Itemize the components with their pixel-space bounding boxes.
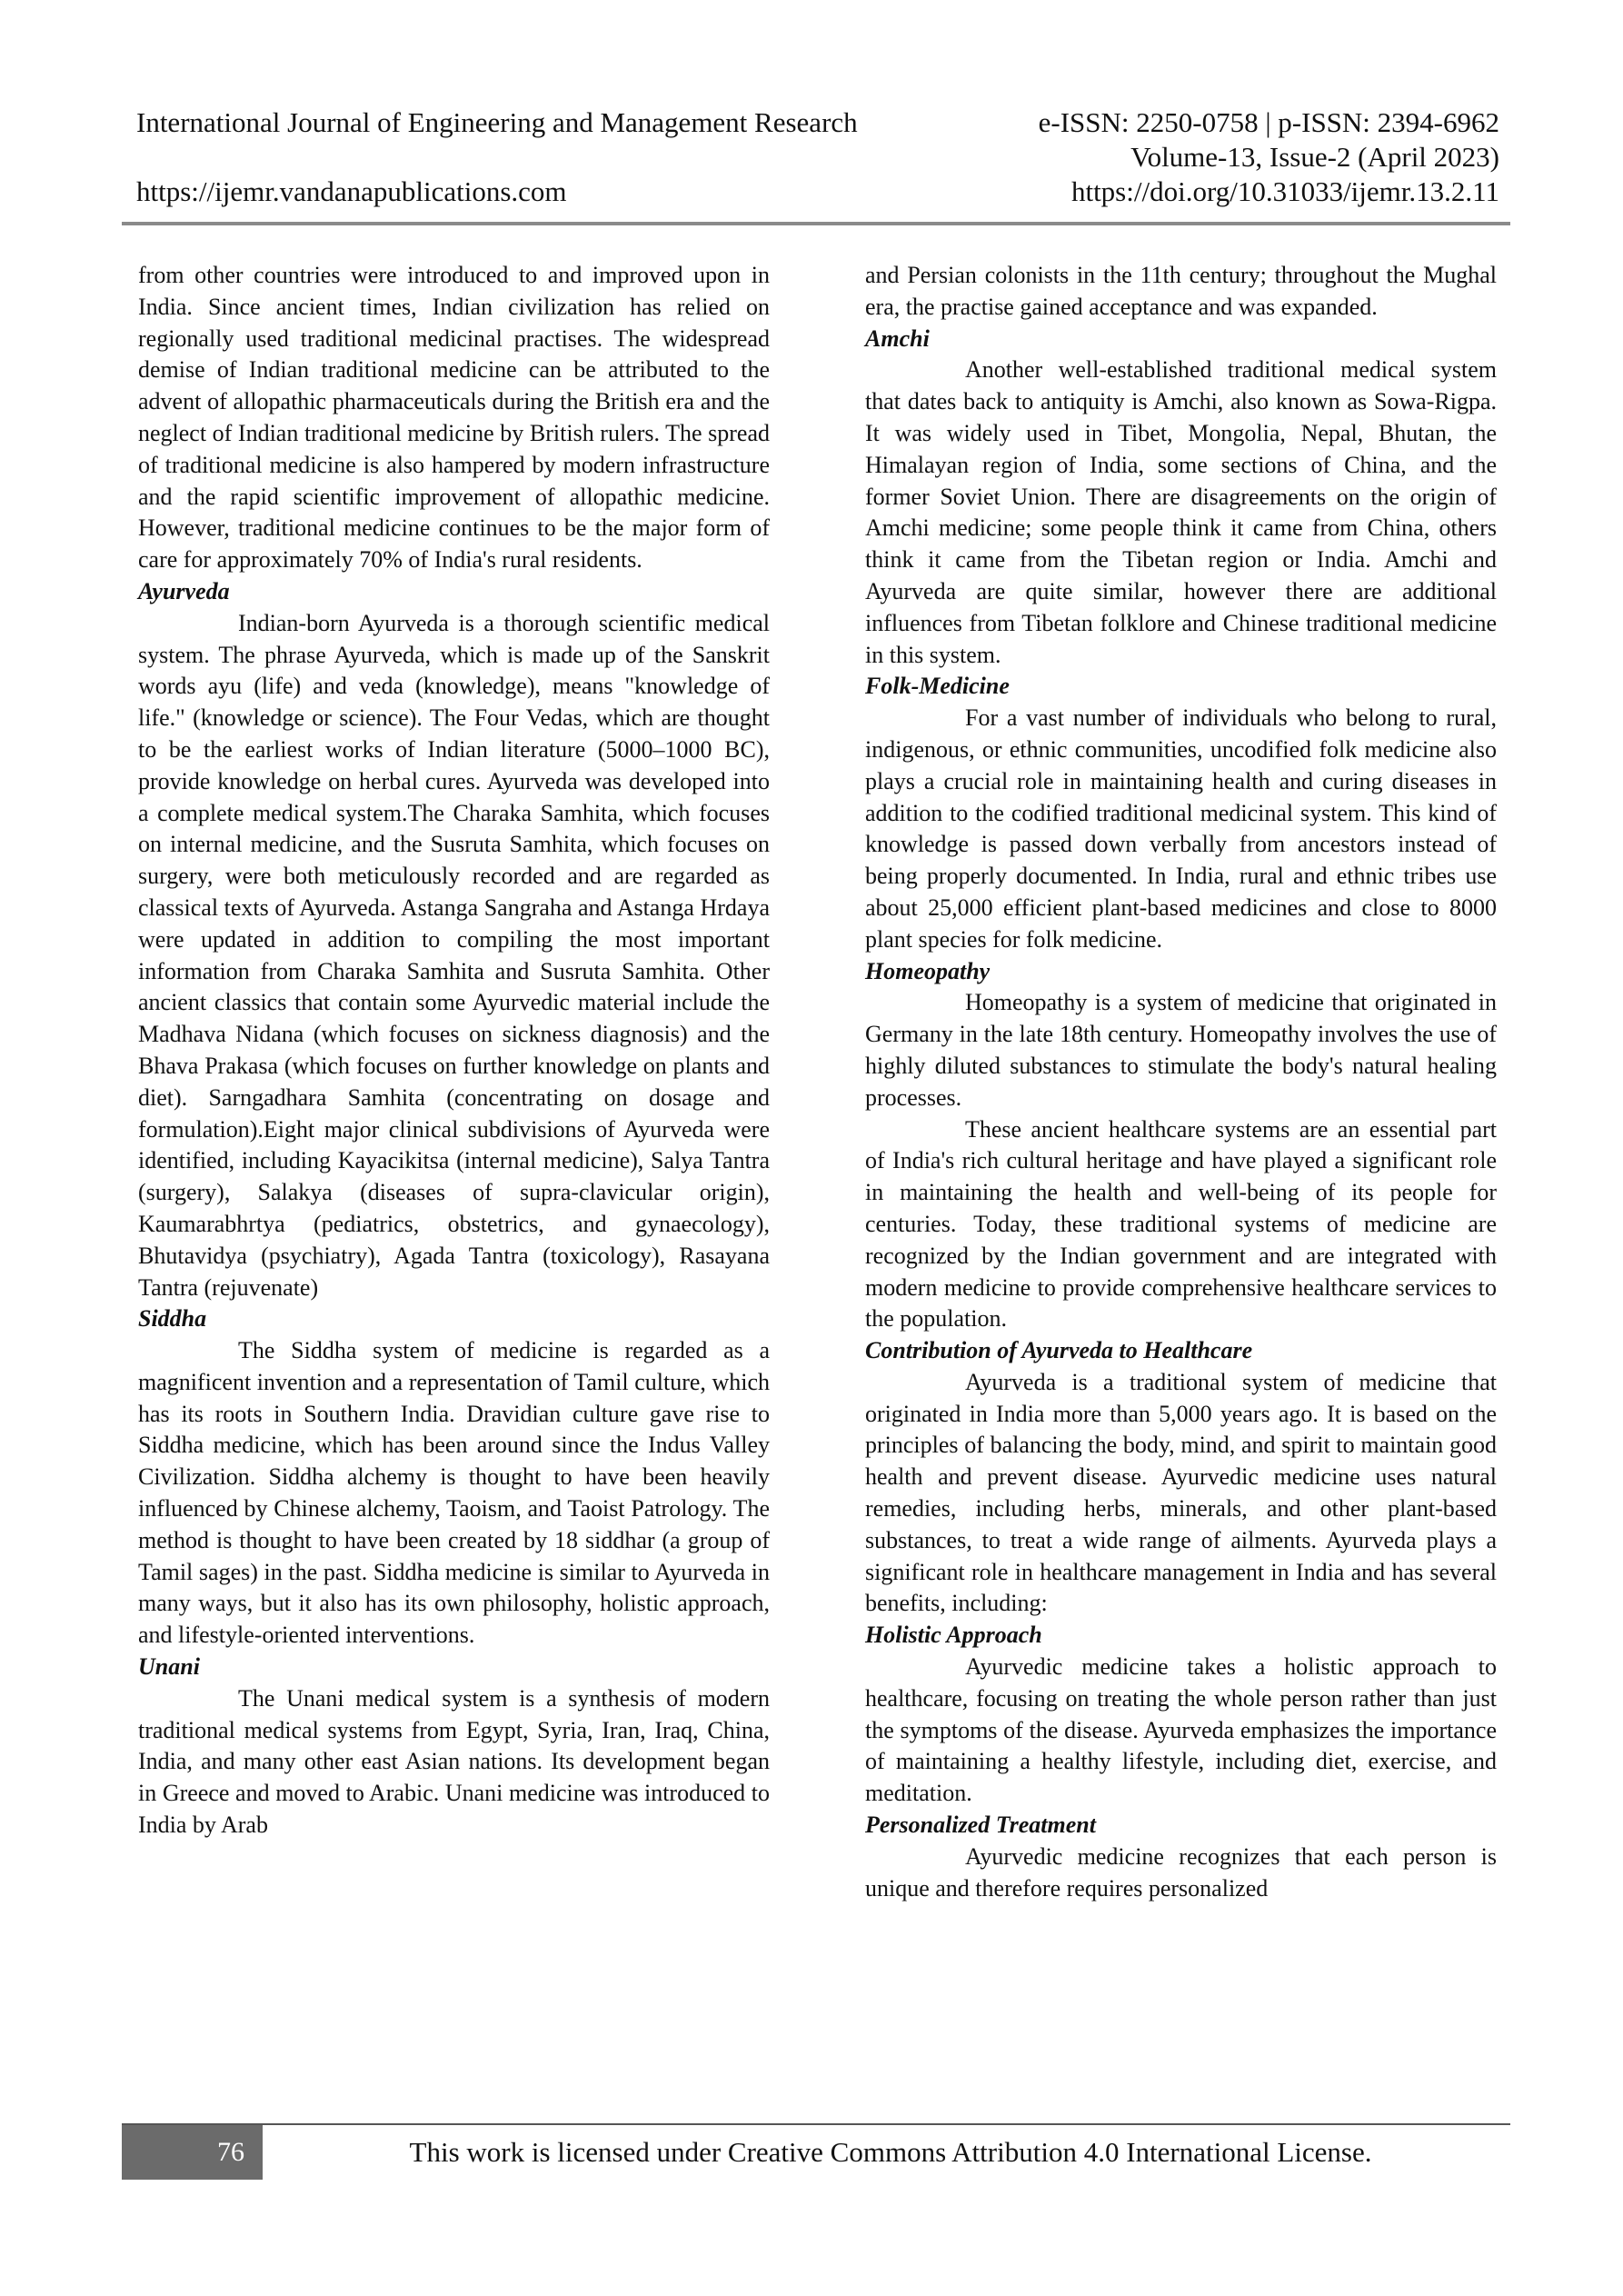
paragraph-holistic-approach: Ayurvedic medicine takes a holistic approach to healthcare, focusing on treating the whole person rather than just the symptoms of the disease. Ayurveda emphasizes the importance of maintaining a healthy lifestyle, including diet, exercise, and meditation.	[865, 1653, 1497, 1807]
paragraph-folk-medicine: For a vast number of individuals who belong to rural, indigenous, or ethnic communities, uncodified folk medicine also plays a crucial role in maintaining health and curing diseases in addition to the codified traditional medicinal system. This kind of knowledge is passed down verbally from ancestors instead of being properly documented. In India, rural and ethnic tribes use about 25,000 efficient plant-based medicines and close to 8000 plant species for folk medicine.	[865, 704, 1497, 953]
heading-contribution: Contribution of Ayurveda to Healthcare	[865, 1337, 1253, 1364]
paragraph-ayurveda: Indian-born Ayurveda is a thorough scientific medical system. The phrase Ayurveda, which is made up of the Sanskrit words ayu (life) and veda (knowledge), means "knowledge of life." (knowledge or science). The Four Vedas, which are thought to be the earliest works of Indian literature (5000–1000 BC), provide knowledge on herbal cures. Ayurveda was developed into a complete medical system.The Charaka Samhita, which focuses on internal medicine, and the Susruta Samhita, which focuses on surgery, were both meticulously recorded and are regarded as classical texts of Ayurveda. Astanga Sangraha and Astanga Hrdaya were updated in addition to compiling the most important information from Charaka Samhita and Susruta Samhita. Other ancient classics that contain some Ayurvedic material include the Madhava Nidana (which focuses on sickness diagnosis) and the Bhava Prakasa (which focuses on further knowledge on plants and diet). Sarngadhara Samhita (concentrating on dosage and formulation).Eight major clinical subdivisions of Ayurveda were identified, including Kayacikitsa (internal medicine), Salya Tantra (surgery), Salakya (diseases of supra-clavicular origin), Kaumarabhrtya (pediatrics, obstetrics, and gynaecology), Bhutavidya (psychiatry), Agada Tantra (toxicology), Rasayana Tantra (rejuvenate)	[138, 609, 770, 1301]
page-number: 76	[122, 2125, 263, 2180]
heading-folk-medicine: Folk-Medicine	[865, 673, 1010, 700]
heading-ayurveda: Ayurveda	[138, 577, 230, 604]
right-column	[865, 260, 1497, 1904]
header-divider	[122, 222, 1510, 225]
paragraph-homeopathy: Homeopathy is a system of medicine that originated in Germany in the late 18th century. Homeopathy involves the use of highly diluted substances to stimulate the body's natural healing processes.	[865, 989, 1497, 1111]
page-header	[136, 105, 1499, 209]
issn-info: e-ISSN: 2250-0758 | p-ISSN: 2394-6962	[1038, 106, 1499, 138]
paragraph-intro: from other countries were introduced to and improved upon in India. Since ancient times, Indian civilization has relied on regionally used traditional medicinal practises. The widespread demise of Indian traditional medicine can be attributed to the advent of allopathic pharmaceuticals during the British era and the neglect of Indian traditional medicine by British rulers. The spread of traditional medicine is also hampered by modern infrastructure and the rapid scientific improvement of allopathic medicine. However, traditional medicine continues to be the major form of care for approximately 70% of India's rural residents.	[138, 262, 770, 574]
paragraph-siddha: The Siddha system of medicine is regarded as a magnificent invention and a representation of Tamil culture, which has its roots in Southern India. Dravidian culture gave rise to Siddha medicine, which has been around since the Indus Valley Civilization. Siddha alchemy is thought to have been heavily influenced by Chinese alchemy, Taoism, and Taoist Patrology. The method is thought to have been created by 18 siddhar (a group of Tamil sages) in the past. Siddha medicine is similar to Ayurveda in many ways, but it also has its own philosophy, holistic approach, and lifestyle-oriented interventions.	[138, 1337, 770, 1649]
heading-homeopathy: Homeopathy	[865, 957, 991, 984]
header-row-3	[136, 175, 1499, 209]
heading-holistic-approach: Holistic Approach	[865, 1622, 1042, 1649]
license-notice: This work is licensed under Creative Commons Attribution 4.0 International License.	[409, 2136, 1372, 2168]
paragraph-unani: The Unani medical system is a synthesis of modern traditional medical systems from Egypt, Syria, Iran, Iraq, China, India, and many other east Asian nations. Its development began in Greece and moved to Arabic. Unani medicine was introduced to India by Arab	[138, 1684, 770, 1839]
left-column	[138, 260, 770, 1842]
paragraph-amchi: Another well-established traditional medical system that dates back to antiquity is Amchi, also known as Sowa-Rigpa. It was widely used in Tibet, Mongolia, Nepal, Bhutan, the Himalayan region of India, some sections of China, and the former Soviet Union. There are disagreements on the origin of Amchi medicine; some people think it came from China, others think it came from the Tibetan region or India. Amchi and Ayurveda are quite similar, however there are additional influences from Tibetan folklore and Chinese traditional medicine in this system.	[865, 356, 1497, 668]
paragraph-healthcare-systems: These ancient healthcare systems are an essential part of India's rich cultural heritage and have played a significant role in maintaining the health and well-being of its people for centuries. Today, these traditional systems of medicine are recognized by the Indian government and are integrated with modern medicine to provide comprehensive healthcare services to the population.	[865, 1115, 1497, 1333]
paragraph-contribution: Ayurveda is a traditional system of medicine that originated in India more than 5,000 years ago. It is based on the principles of balancing the body, mind, and spirit to maintain good health and prevent disease. Ayurvedic medicine uses natural remedies, including herbs, minerals, and other plant-based substances, to treat a wide range of ailments. Ayurveda plays a significant role in healthcare management in India and has several benefits, including:	[865, 1368, 1497, 1617]
paragraph-personalized-treatment: Ayurvedic medicine recognizes that each person is unique and therefore requires personalized	[865, 1842, 1497, 1902]
header-row-2	[136, 140, 1499, 175]
heading-siddha: Siddha	[138, 1305, 207, 1333]
heading-personalized-treatment: Personalized Treatment	[865, 1812, 1096, 1839]
journal-title: International Journal of Engineering and Management Research	[136, 106, 858, 138]
heading-amchi: Amchi	[865, 324, 930, 352]
journal-website-link[interactable]: https://ijemr.vandanapublications.com	[136, 175, 567, 207]
heading-unani: Unani	[138, 1653, 200, 1681]
doi-link[interactable]: https://doi.org/10.31033/ijemr.13.2.11	[1070, 175, 1499, 207]
header-row-1	[136, 105, 1499, 140]
paragraph-unani-continued: and Persian colonists in the 11th century; throughout the Mughal era, the practise gained acceptance and was expanded.	[865, 262, 1497, 320]
volume-info: Volume-13, Issue-2 (April 2023)	[1130, 141, 1499, 173]
